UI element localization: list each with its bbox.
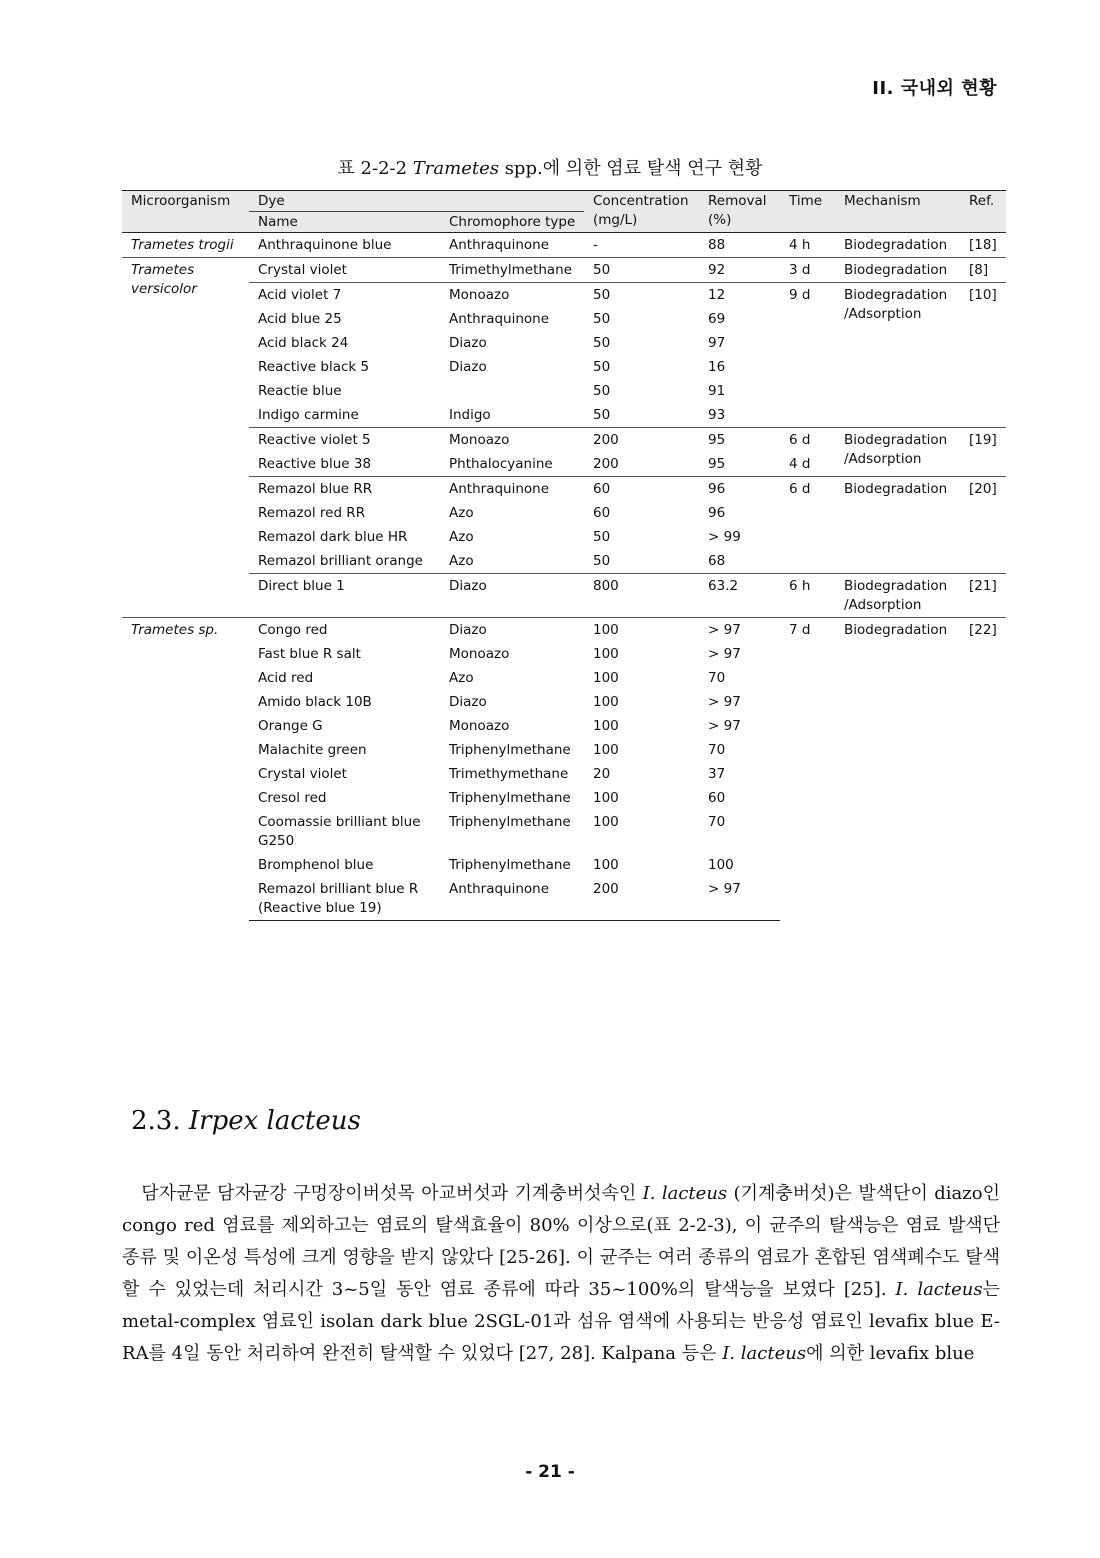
header-microorganism: Microorganism xyxy=(122,191,249,233)
cell-time: 6 d xyxy=(780,477,835,574)
cell-removal: 63.2 xyxy=(699,574,780,618)
cell-dye-name: Congo red xyxy=(249,618,440,643)
cell-chromophore: Anthraquinone xyxy=(440,877,584,921)
cell-dye-name: Anthraquinone blue xyxy=(249,233,440,258)
cell-removal: 70 xyxy=(708,670,726,686)
cell-concentration: 100 xyxy=(593,742,619,758)
cell-dye-name: Acid blue 25 xyxy=(258,311,342,327)
cell-removal: 16 xyxy=(708,359,726,375)
cell-dye-name: Cresol red xyxy=(258,790,327,806)
cell-chromophore: Triphenylmethane xyxy=(449,790,571,806)
body-paragraph xyxy=(122,1178,1000,1370)
cell-chromophore: Indigo xyxy=(449,407,491,423)
cell-mechanism: Biodegradation /Adsorption xyxy=(835,283,960,428)
caption-italic: Trametes xyxy=(412,158,499,179)
para-species-3: I. lacteus xyxy=(722,1343,807,1364)
cell-chromophore: Azo xyxy=(449,529,474,545)
cell-chromophore: Trimethylmethane xyxy=(440,258,584,283)
cell-chromophore: Diazo xyxy=(449,335,487,351)
cell-ref: [19] xyxy=(960,428,1006,477)
cell-removal: > 99 xyxy=(708,529,741,545)
cell-chromophore: Diazo xyxy=(440,618,584,643)
cell-removal: > 97 xyxy=(708,718,741,734)
cell-removal: 95 xyxy=(699,428,780,453)
cell-removal: 93 xyxy=(708,407,726,423)
cell-chromophore: Triphenylmethane xyxy=(449,857,571,873)
cell-chromophore: Monoazo xyxy=(449,718,510,734)
cell-removal: 70 xyxy=(708,814,726,830)
cell-removal: 12 xyxy=(699,283,780,308)
cell-time: 6 h xyxy=(780,574,835,618)
cell-concentration: 100 xyxy=(593,857,619,873)
cell-concentration: 50 xyxy=(584,283,699,308)
cell-dye-name: Amido black 10B xyxy=(258,694,372,710)
cell-chromophore: Anthraquinone xyxy=(440,233,584,258)
table-row xyxy=(122,428,1006,453)
cell-chromophore: Monoazo xyxy=(449,646,510,662)
cell-dye-name: Acid violet 7 xyxy=(249,283,440,308)
cell-removal: 96 xyxy=(699,477,780,502)
cell-chromophore: Triphenylmethane xyxy=(449,814,571,830)
cell-microorganism: Trametes sp. xyxy=(122,618,249,921)
header-mechanism: Mechanism xyxy=(835,191,960,233)
cell-concentration: 60 xyxy=(593,505,611,521)
table-caption xyxy=(0,154,1100,180)
cell-concentration: 100 xyxy=(593,718,619,734)
cell-concentration: 200 xyxy=(584,877,699,921)
para-text-3: 는 metal-complex 염료인 isolan dark blue 2SGL-01과 섬유 염색에 사용되는 반응성 염료인 levafix blue E-RA를 4일 동안 처리하여 완전히 탈색할 수 있었다 [27, 28]. Kalpana 등은 xyxy=(122,1279,1000,1364)
table-row xyxy=(122,258,1006,283)
cell-concentration: 100 xyxy=(584,618,699,643)
section-number: 2.3. xyxy=(131,1106,189,1136)
cell-removal: 100 xyxy=(708,857,734,873)
header-ref: Ref. xyxy=(960,191,1006,233)
table-row xyxy=(122,477,1006,502)
cell-ref: [20] xyxy=(960,477,1006,574)
header-concentration: Concentration (mg/L) xyxy=(584,191,699,233)
cell-removal: 97 xyxy=(708,335,726,351)
caption-prefix: 표 2-2-2 xyxy=(337,158,413,179)
header-name: Name xyxy=(249,212,440,233)
caption-suffix: spp.에 의한 염료 탈색 연구 현황 xyxy=(498,158,763,179)
para-species-1: I. lacteus xyxy=(642,1183,728,1204)
cell-dye-name: Orange G xyxy=(258,718,323,734)
cell-time: 9 d xyxy=(780,283,835,428)
cell-concentration: 100 xyxy=(593,814,619,830)
dye-decolorization-table xyxy=(122,190,1006,921)
cell-mechanism: Biodegradation /Adsorption xyxy=(835,428,960,477)
cell-chromophore: Azo xyxy=(449,670,474,686)
cell-concentration: 200 xyxy=(593,456,619,472)
cell-chromophore xyxy=(440,379,584,403)
cell-mechanism: Biodegradation xyxy=(835,477,960,574)
cell-dye-name: Remazol brilliant orange xyxy=(258,553,423,569)
cell-removal: 95 xyxy=(708,456,726,472)
table-row xyxy=(122,283,1006,308)
cell-chromophore: Anthraquinone xyxy=(440,477,584,502)
cell-concentration: 100 xyxy=(593,790,619,806)
header-chromophore: Chromophore type xyxy=(440,212,584,233)
cell-dye-name: Acid black 24 xyxy=(258,335,349,351)
section-title-text: Irpex lacteus xyxy=(188,1106,361,1136)
header-dye: Dye xyxy=(249,191,584,212)
cell-ref: [22] xyxy=(960,618,1006,921)
cell-microorganism: Trametes versicolor xyxy=(122,258,249,618)
cell-ref: [18] xyxy=(960,233,1006,258)
cell-dye-name: Fast blue R salt xyxy=(258,646,361,662)
cell-removal: 88 xyxy=(699,233,780,258)
cell-dye-name: Reactive violet 5 xyxy=(249,428,440,453)
table-row xyxy=(122,233,1006,258)
cell-chromophore: Monoazo xyxy=(440,428,584,453)
cell-concentration: 50 xyxy=(593,335,611,351)
para-species-2: I. lacteus xyxy=(895,1279,983,1300)
header-removal: Removal (%) xyxy=(699,191,780,233)
cell-concentration: 800 xyxy=(584,574,699,618)
cell-concentration: 20 xyxy=(593,766,611,782)
cell-removal: 91 xyxy=(708,383,726,399)
cell-chromophore: Phthalocyanine xyxy=(449,456,553,472)
cell-concentration: 100 xyxy=(593,670,619,686)
cell-chromophore: Diazo xyxy=(440,574,584,618)
cell-concentration: 50 xyxy=(593,529,611,545)
cell-chromophore: Azo xyxy=(449,553,474,569)
cell-microorganism: Trametes trogii xyxy=(122,233,249,258)
cell-dye-name: Bromphenol blue xyxy=(258,857,374,873)
cell-chromophore: Diazo xyxy=(449,694,487,710)
table-row xyxy=(122,574,1006,618)
cell-dye-name: Reactive black 5 xyxy=(258,359,370,375)
cell-removal: 60 xyxy=(708,790,726,806)
page-number: - 21 - xyxy=(525,1462,575,1482)
cell-mechanism: Biodegradation xyxy=(835,618,960,921)
cell-removal: > 97 xyxy=(699,618,780,643)
cell-chromophore: Diazo xyxy=(449,359,487,375)
cell-concentration: 50 xyxy=(593,553,611,569)
cell-dye-name: Crystal violet xyxy=(249,258,440,283)
cell-concentration: 60 xyxy=(584,477,699,502)
cell-concentration: 100 xyxy=(593,694,619,710)
cell-mechanism: Biodegradation xyxy=(835,233,960,258)
cell-concentration: 50 xyxy=(593,383,611,399)
cell-ref: [21] xyxy=(960,574,1006,618)
section-title xyxy=(131,1106,361,1136)
cell-ref: [10] xyxy=(960,283,1006,428)
cell-dye-name: Remazol dark blue HR xyxy=(258,529,408,545)
cell-dye-name: Remazol blue RR xyxy=(249,477,440,502)
para-text-4: 에 의한 levafix blue xyxy=(806,1343,975,1364)
cell-ref: [8] xyxy=(960,258,1006,283)
cell-time: 4 d xyxy=(789,456,811,472)
cell-time: 3 d xyxy=(780,258,835,283)
cell-dye-name: Remazol red RR xyxy=(258,505,366,521)
cell-removal: > 97 xyxy=(708,646,741,662)
cell-dye-name: Remazol brilliant blue R (Reactive blue 19) xyxy=(249,877,440,921)
cell-dye-name: Reactie blue xyxy=(258,383,342,399)
cell-dye-name: Reactive blue 38 xyxy=(258,456,372,472)
cell-dye-name: Coomassie brilliant blue G250 xyxy=(258,814,421,849)
cell-removal: 68 xyxy=(708,553,726,569)
cell-removal: 69 xyxy=(708,311,726,327)
cell-concentration: 50 xyxy=(593,359,611,375)
cell-dye-name: Indigo carmine xyxy=(258,407,359,423)
cell-chromophore: Trimethymethane xyxy=(449,766,569,782)
cell-concentration: - xyxy=(584,233,699,258)
cell-time: 6 d xyxy=(780,428,835,453)
cell-concentration: 50 xyxy=(593,407,611,423)
cell-mechanism: Biodegradation xyxy=(835,258,960,283)
cell-dye-name: Crystal violet xyxy=(258,766,347,782)
cell-removal: 96 xyxy=(708,505,726,521)
cell-dye-name: Direct blue 1 xyxy=(249,574,440,618)
cell-time: 7 d xyxy=(780,618,835,921)
cell-chromophore: Azo xyxy=(449,505,474,521)
cell-mechanism: Biodegradation /Adsorption xyxy=(835,574,960,618)
cell-removal: > 97 xyxy=(708,694,741,710)
cell-dye-name: Acid red xyxy=(258,670,314,686)
cell-concentration: 200 xyxy=(584,428,699,453)
cell-concentration: 50 xyxy=(584,258,699,283)
cell-concentration: 100 xyxy=(593,646,619,662)
table-body xyxy=(122,233,1006,921)
chapter-header: II. 국내외 현황 xyxy=(872,78,997,99)
cell-dye-name: Malachite green xyxy=(258,742,367,758)
cell-removal: 92 xyxy=(699,258,780,283)
cell-chromophore: Triphenylmethane xyxy=(449,742,571,758)
cell-removal: > 97 xyxy=(699,877,780,921)
table-row xyxy=(122,618,1006,643)
header-time: Time xyxy=(780,191,835,233)
cell-concentration: 50 xyxy=(593,311,611,327)
cell-time: 4 h xyxy=(780,233,835,258)
cell-chromophore: Monoazo xyxy=(440,283,584,308)
cell-removal: 37 xyxy=(708,766,726,782)
cell-removal: 70 xyxy=(708,742,726,758)
para-text-1: 담자균문 담자균강 구멍장이버섯목 아교버섯과 기계충버섯속인 xyxy=(141,1183,643,1204)
cell-chromophore: Anthraquinone xyxy=(449,311,550,327)
para-text-2: (기계충버섯)은 발색단이 diazo인 congo red 염료를 제외하고는 염료의 탈색효율이 80% 이상으로(표 2-2-3), 이 균주의 탈색능은 염료 발색단 종류 및 이온성 특성에 크게 영향을 받지 않았다 [25-26]. 이 균주는 여러 종류의 염료가 혼합된 염색폐수도 탈색할 수 있었는데 처리시간 3~5일 동안 염료 종류에 따라 35~100%의 탈색능을 보였다 [25]. xyxy=(122,1183,1000,1300)
